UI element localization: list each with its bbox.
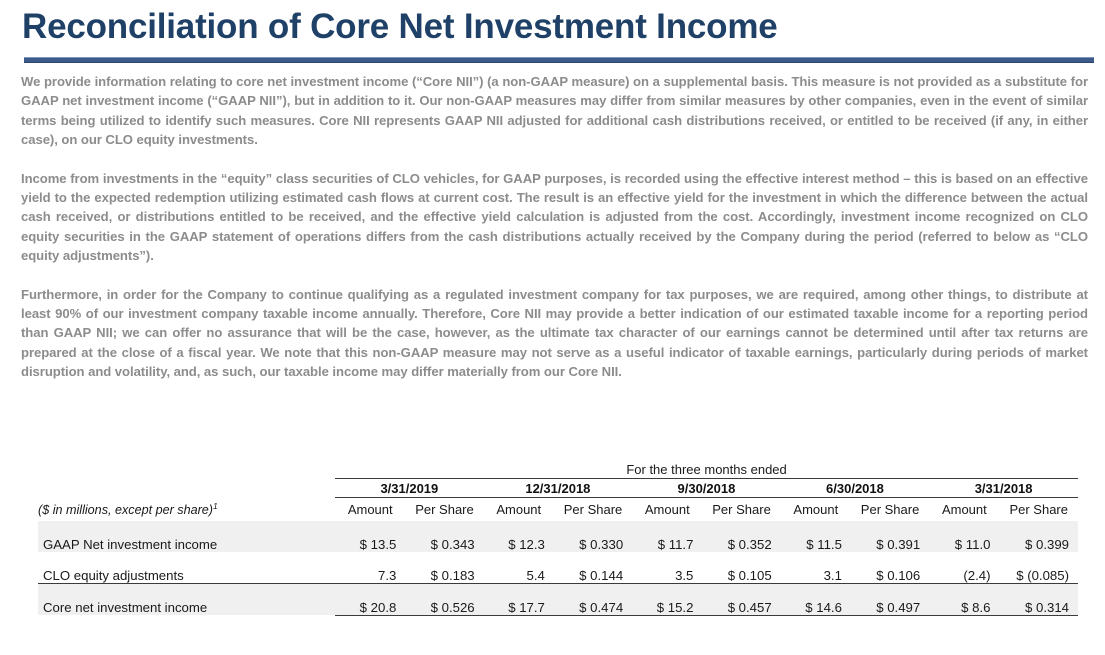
table-period-header-row	[38, 479, 1078, 498]
period-header-spacer	[38, 479, 335, 498]
bottom-rule	[335, 615, 405, 624]
bottom-rule	[702, 615, 780, 624]
subheader-per-share-3: Per Share	[712, 501, 771, 517]
paragraph-1: We provide information relating to core net investment income (“Core NII”) (a non-GAAP measure) on a supplemental basis. This measure is not provided as a substitute for GAAP net investment income (“GAAP NII”), but in addition to it. Our non-GAAP measures may differ from similar measures by other companies, even in the event of similar terms being utilized to identify such measures. Core NII represents GAAP NII adjusted for additional cash distributions received, or entitled to be received (if any, in either case), on our CLO equity investments.	[21, 74, 1088, 148]
table-row	[38, 552, 1078, 584]
subheader-per-share-2: Per Share	[563, 501, 623, 517]
cell: 5.4	[526, 567, 545, 583]
row-label: CLO equity adjustments	[43, 567, 184, 583]
bottom-rule	[851, 615, 929, 624]
table-body	[38, 521, 1078, 624]
cell: $ 0.330	[554, 521, 632, 552]
cell: $ 0.391	[851, 521, 929, 552]
cell: $ 0.343	[405, 521, 483, 552]
subheader-amount-1: Amount	[347, 501, 393, 517]
bottom-rule	[484, 615, 554, 624]
cell: $ (0.085)	[1016, 567, 1069, 583]
cell: $ 0.106	[876, 567, 921, 583]
cell: (2.4)	[963, 567, 991, 583]
table-span-header-row	[38, 462, 1078, 479]
cell: $ 0.497	[851, 583, 929, 615]
bottom-rule	[929, 615, 999, 624]
cell: $ 11.7	[632, 521, 702, 552]
table-bottom-rule	[38, 615, 1078, 624]
bottom-rule-spacer	[38, 615, 335, 624]
table-subheader-row	[38, 498, 1078, 521]
cell: $ 0.399	[999, 521, 1078, 552]
subheader-amount-3: Amount	[644, 501, 690, 517]
reconciliation-table-container	[38, 462, 1078, 624]
cell: $ 0.526	[405, 583, 483, 615]
cell: $ 8.6	[929, 583, 999, 615]
bottom-rule	[554, 615, 632, 624]
cell: $ 17.7	[484, 583, 554, 615]
cell: $ 0.105	[727, 567, 772, 583]
bottom-rule	[632, 615, 702, 624]
cell: $ 15.2	[632, 583, 702, 615]
cell: $ 0.474	[554, 583, 632, 615]
table-row-total	[38, 583, 1078, 615]
period-header-1: 3/31/2019	[335, 479, 484, 498]
paragraph-2: Income from investments in the “equity” class securities of CLO vehicles, for GAAP purposes, is recorded using the effective interest method – this is based on an effective yield to the expected redemption utilizing estimated cash flows at current cost. The result is an effective yield for the investment in which the difference between the actual cash received, or distributions entitled to be received, and the effective yield calculation is adjusted from the cost. Accordingly, investment income recognized on CLO equity securities in the GAAP statement of operations differs from the cash distributions actually received by the Company during the period (referred to below as “CLO equity adjustments”).	[21, 170, 1088, 264]
cell: $ 14.6	[781, 583, 851, 615]
cell: $ 13.5	[335, 521, 405, 552]
cell: $ 11.5	[781, 521, 851, 552]
cell: $ 0.314	[999, 583, 1078, 615]
cell: $ 0.144	[579, 567, 624, 583]
cell: $ 0.457	[702, 583, 780, 615]
span-header-spacer	[38, 462, 335, 479]
subheader-amount-5: Amount	[941, 501, 987, 517]
cell: $ 12.3	[484, 521, 554, 552]
units-note-footnote-marker: 1	[212, 500, 218, 511]
units-note-text: ($ in millions, except per share)	[38, 502, 213, 517]
reconciliation-table	[38, 462, 1078, 624]
cell: 7.3	[378, 567, 397, 583]
body-text-block	[21, 72, 1088, 382]
period-header-2: 12/31/2018	[484, 479, 633, 498]
period-header-5: 3/31/2018	[929, 479, 1078, 498]
subheader-per-share-1: Per Share	[415, 501, 474, 517]
cell: $ 11.0	[929, 521, 999, 552]
title-divider	[24, 57, 1094, 63]
bottom-rule	[405, 615, 483, 624]
span-header-label: For the three months ended	[335, 462, 1078, 479]
cell: 3.5	[675, 567, 694, 583]
cell: 3.1	[823, 567, 842, 583]
page-title: Reconciliation of Core Net Investment Income	[22, 7, 778, 46]
units-note	[38, 498, 335, 521]
row-label: Core net investment income	[38, 583, 335, 615]
bottom-rule	[781, 615, 851, 624]
cell: $ 0.183	[430, 567, 475, 583]
paragraph-3: Furthermore, in order for the Company to continue qualifying as a regulated investment company for tax purposes, we are required, among other things, to distribute at least 90% of our investment company taxable income annually. Therefore, Core NII may provide a better indication of our estimated taxable income for a reporting period than GAAP NII; we can offer no assurance that will be the case, however, as the ultimate tax character of our earnings cannot be determined until after tax returns are prepared at the close of a fiscal year. We note that this non-GAAP measure may not serve as a useful indicator of taxable earnings, particularly during periods of market disruption and volatility, and, as such, our taxable income may differ materially from our Core NII.	[21, 286, 1088, 380]
cell: $ 0.352	[702, 521, 780, 552]
table-row	[38, 521, 1078, 552]
bottom-rule	[999, 615, 1078, 624]
row-label: GAAP Net investment income	[38, 521, 335, 552]
cell: $ 20.8	[335, 583, 405, 615]
period-header-4: 6/30/2018	[781, 479, 930, 498]
subheader-per-share-4: Per Share	[860, 501, 920, 517]
period-header-3: 9/30/2018	[632, 479, 781, 498]
subheader-amount-2: Amount	[496, 501, 542, 517]
subheader-per-share-5: Per Share	[1009, 501, 1068, 517]
subheader-amount-4: Amount	[793, 501, 839, 517]
